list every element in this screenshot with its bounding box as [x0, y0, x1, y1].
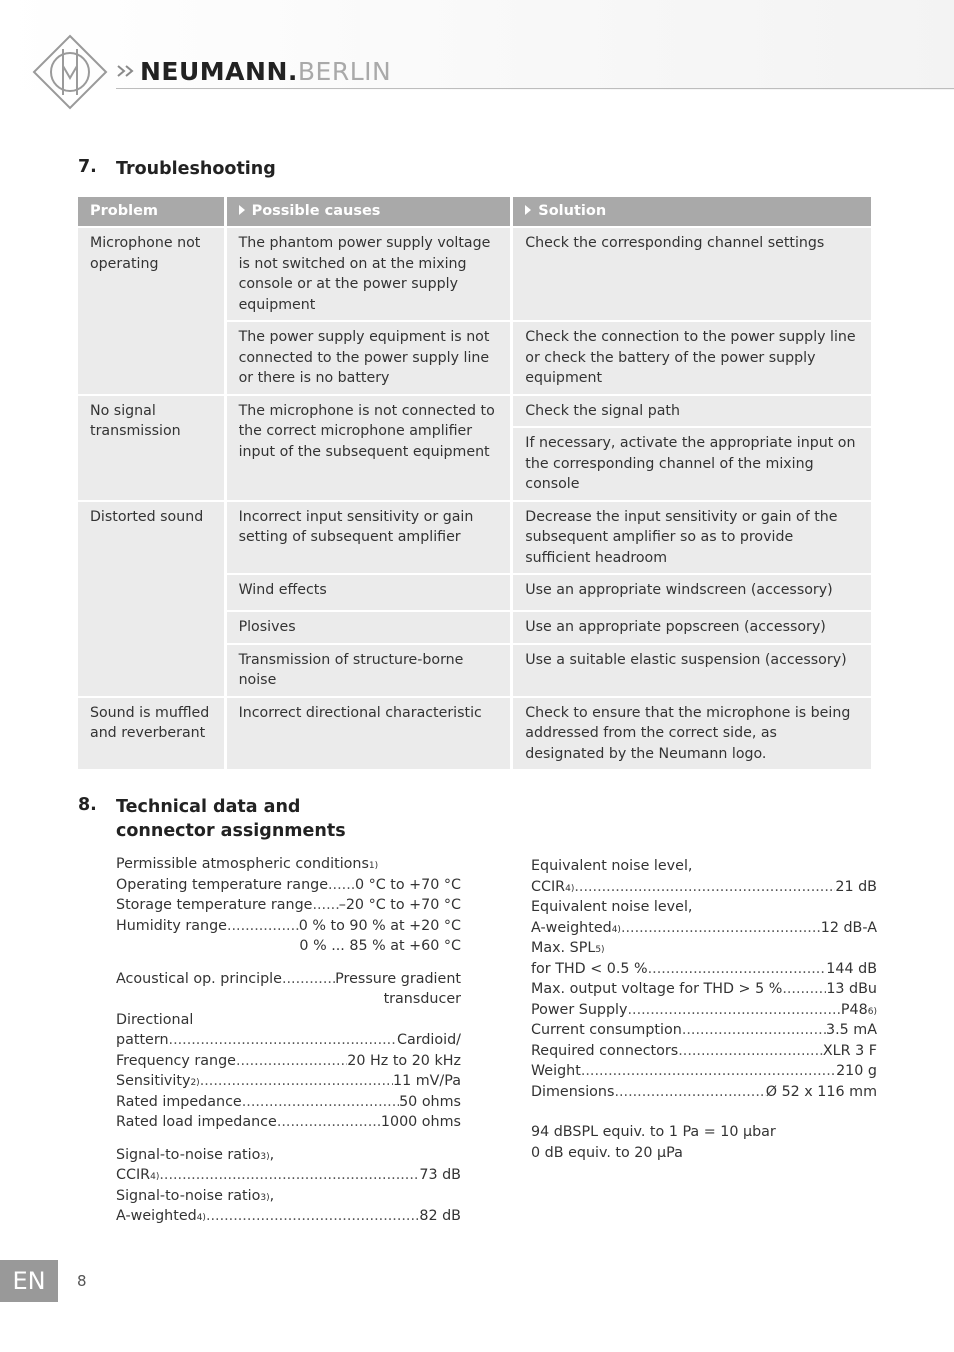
- section-title: Troubleshooting: [116, 159, 276, 179]
- cause-cell: The power supply equipment is not connected to the power supply line or there is no battery: [227, 322, 511, 394]
- header-solution: Solution: [513, 197, 871, 226]
- table-row: [78, 698, 871, 770]
- spec-row: Max. SPL 5): [531, 940, 605, 956]
- brand-neumann: NEUMANN.: [140, 56, 298, 86]
- solution-cell: Use a suitable elastic suspension (accessory): [513, 645, 871, 696]
- cause-cell: Incorrect directional characteristic: [227, 698, 511, 770]
- section-8-heading: [78, 795, 478, 845]
- page-number: 8: [77, 1272, 87, 1290]
- spec-row: Frequency range ..... 20 Hz to 20 kHz: [116, 1051, 461, 1072]
- note-line: 94 dBSPL equiv. to 1 Pa = 10 µbar: [531, 1124, 776, 1140]
- solution-cell: Check to ensure that the microphone is being addressed from the correct side, as designated by the Neumann logo.: [513, 698, 871, 770]
- solution-cell: Check the signal path: [513, 396, 871, 427]
- spec-row: Signal-to-noise ratio 3) ,: [116, 1146, 275, 1163]
- language-tab: EN: [0, 1260, 58, 1302]
- spec-row: Max. output voltage for THD > 5 % ..... 13 dBu: [531, 979, 877, 1000]
- spec-label: Equivalent noise level,: [531, 858, 693, 874]
- spec-row: Dimensions ..... Ø 52 x 116 mm: [531, 1082, 877, 1103]
- spec-row: CCIR 4) ..... 73 dB: [116, 1165, 461, 1186]
- spec-row: Weight ..... 210 g: [531, 1061, 877, 1082]
- spec-row: Rated impedance ..... 50 ohms: [116, 1092, 461, 1113]
- table-header-row: [78, 197, 871, 226]
- table-row: [78, 228, 871, 320]
- spec-row: A-weighted 4) ..... 12 dB-A: [531, 918, 877, 939]
- section-7-heading: [78, 157, 378, 183]
- solution-cell: If necessary, activate the appropriate input on the corresponding channel of the mixing console: [513, 428, 871, 500]
- table-row: [78, 502, 871, 574]
- spec-row: Signal-to-noise ratio 3) ,: [116, 1187, 275, 1204]
- neumann-logo-icon: [32, 34, 108, 110]
- spec-row: A-weighted 4) ..... 82 dB: [116, 1206, 461, 1227]
- table-row: [78, 396, 871, 427]
- specs-right-column: [531, 856, 877, 1163]
- section-title-line2: connector assignments: [116, 821, 346, 841]
- solution-cell: Decrease the input sensitivity or gain of the subsequent amplifier so as to provide sufficient headroom: [513, 502, 871, 574]
- spec-row: CCIR 4) ..... 21 dB: [531, 877, 877, 898]
- header-causes: Possible causes: [227, 197, 511, 226]
- problem-cell: Distorted sound: [78, 502, 224, 696]
- header-problem: Problem: [78, 197, 224, 226]
- specs-left-column: [116, 854, 461, 1227]
- brand-berlin: BERLIN: [297, 56, 392, 86]
- problem-cell: No signal transmission: [78, 396, 224, 500]
- spec-row: pattern ..... Cardioid/: [116, 1030, 461, 1051]
- brand-wordmark: [116, 54, 391, 88]
- triangle-icon: [239, 205, 245, 215]
- section-title-line1: Technical data and: [116, 797, 301, 817]
- spec-label: Equivalent noise level,: [531, 899, 693, 915]
- triangle-icon: [525, 205, 531, 215]
- spec-row: for THD < 0.5 % ..... 144 dB: [531, 959, 877, 980]
- header-rule: [116, 88, 954, 89]
- cause-cell: The microphone is not connected to the correct microphone amplifier input of the subsequent equipment: [227, 396, 511, 500]
- cause-cell: Plosives: [227, 612, 511, 643]
- spec-row: Rated load impedance ..... 1000 ohms: [116, 1112, 461, 1133]
- cause-cell: Incorrect input sensitivity or gain setting of subsequent amplifier: [227, 502, 511, 574]
- solution-cell: Check the connection to the power supply line or check the battery of the power supply equipment: [513, 322, 871, 394]
- spec-row: Storage temperature range ..... –20 °C to +70 °C: [116, 895, 461, 916]
- spec-row: Operating temperature range ..... 0 °C to +70 °C: [116, 875, 461, 896]
- problem-cell: Microphone not operating: [78, 228, 224, 394]
- troubleshooting-table: [75, 195, 874, 771]
- spec-row: Current consumption ..... 3.5 mA: [531, 1020, 877, 1041]
- spec-row: Permissible atmospheric conditions 1): [116, 856, 379, 872]
- spec-label: Directional: [116, 1011, 194, 1028]
- note-line: 0 dB equiv. to 20 µPa: [531, 1144, 683, 1161]
- spec-row: Sensitivity 2) ..... 11 mV/Pa: [116, 1071, 461, 1092]
- solution-cell: Use an appropriate windscreen (accessory): [513, 575, 871, 610]
- spec-row: Acoustical op. principle ..... Pressure gradient: [116, 969, 461, 990]
- section-number: 8.: [78, 795, 97, 815]
- spec-row: Power Supply ..... P48 6): [531, 1000, 877, 1021]
- section-number: 7.: [78, 157, 97, 177]
- cause-cell: The phantom power supply voltage is not switched on at the mixing console or at the power supply equipment: [227, 228, 511, 320]
- double-chevron-icon: [116, 64, 136, 78]
- spec-row: Humidity range ..... 0 % to 90 % at +20 °C: [116, 916, 461, 937]
- spec-row: Required connectors ..... XLR 3 F: [531, 1041, 877, 1062]
- cause-cell: Transmission of structure-borne noise: [227, 645, 511, 696]
- problem-cell: Sound is muffled and reverberant: [78, 698, 224, 770]
- spec-continuation: 0 % ... 85 % at +60 °C: [299, 938, 461, 954]
- solution-cell: Check the corresponding channel settings: [513, 228, 871, 320]
- cause-cell: Wind effects: [227, 575, 511, 610]
- solution-cell: Use an appropriate popscreen (accessory): [513, 612, 871, 643]
- spec-continuation: transducer: [383, 991, 461, 1007]
